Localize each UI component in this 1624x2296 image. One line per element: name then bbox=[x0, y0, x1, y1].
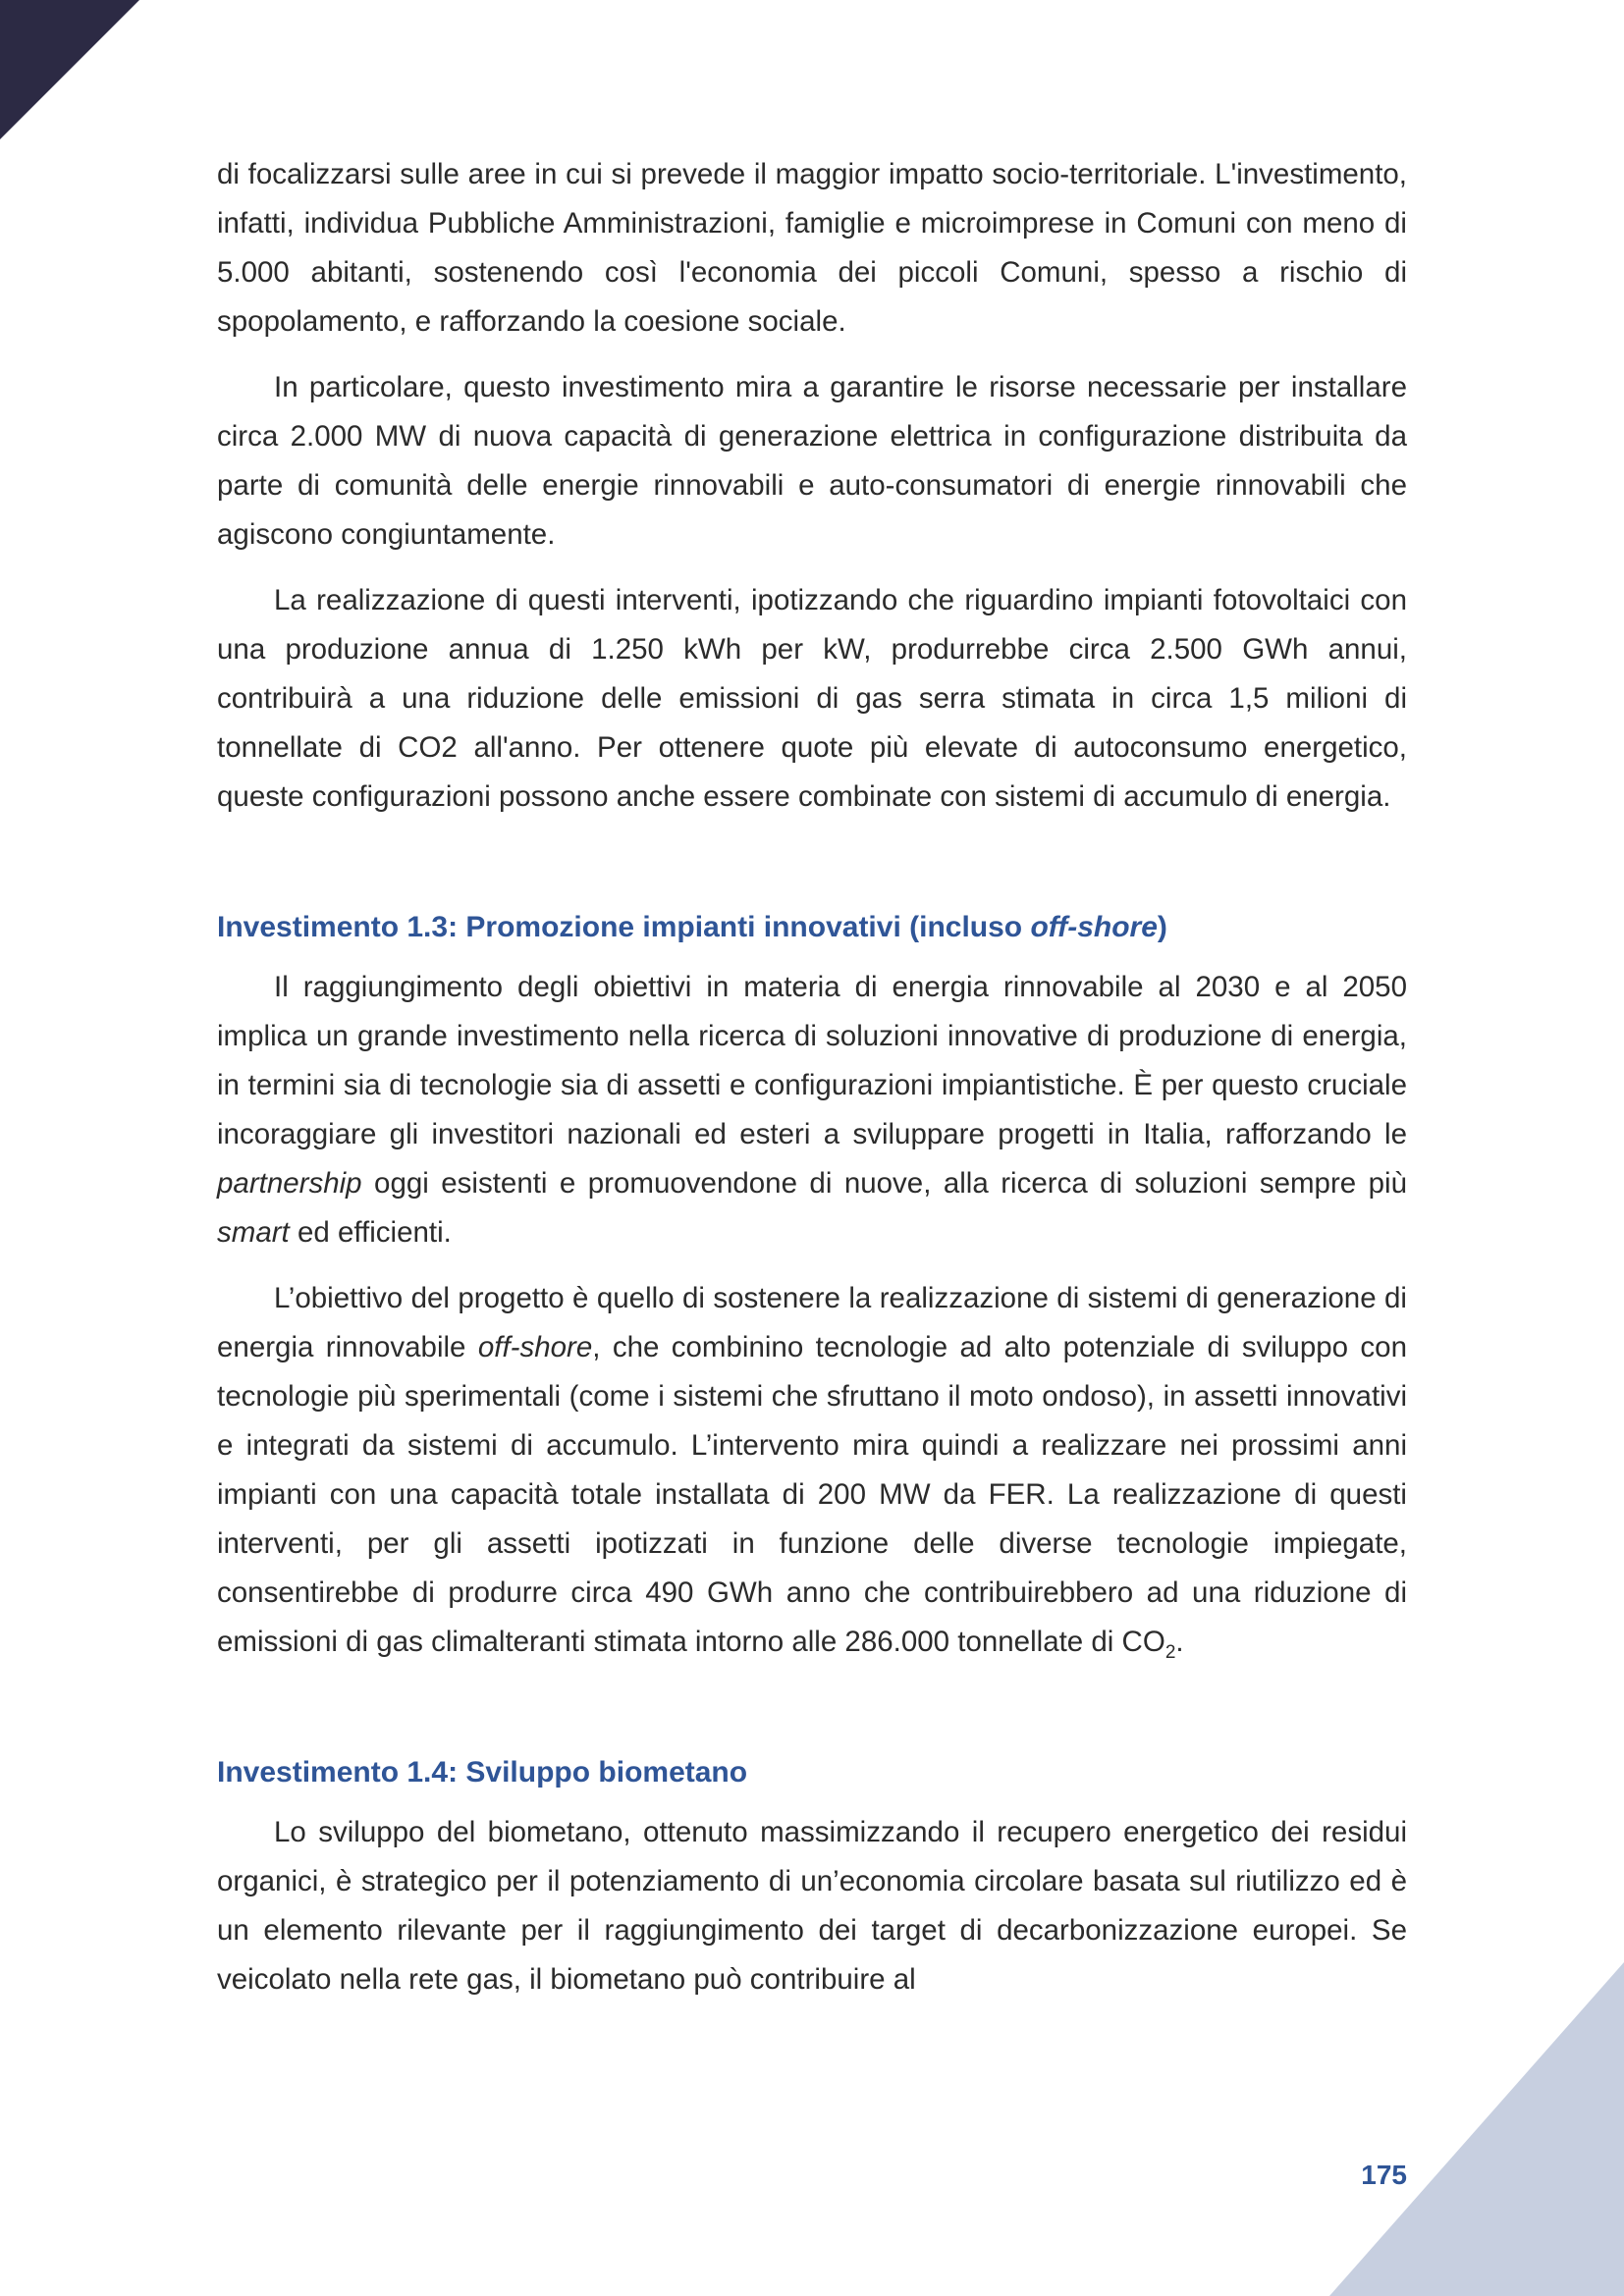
heading-italic-text: off-shore bbox=[1030, 911, 1158, 943]
text-run: oggi esistenti e promuovendone di nuove, alla ricerca di soluzioni sempre più bbox=[361, 1167, 1407, 1200]
text-run: . bbox=[1175, 1626, 1184, 1658]
paragraph-biomethane: Lo sviluppo del biometano, ottenuto massimizzando il recupero energetico dei residui organici, è strategico per il potenziamento di un’economia circolare basata sul riutilizzo ed è un elemento rilevante per il raggiungimento dei target di decarbonizzazione europei. Se veicolato nella rete gas, il biometano può contribuire al bbox=[217, 1816, 1407, 1996]
page-number: 175 bbox=[1361, 2160, 1407, 2190]
italic-term: off-shore bbox=[477, 1331, 593, 1363]
text-run: , che combinino tecnologie ad alto potenziale di sviluppo con tecnologie più sperimentali (come i sistemi che sfruttano il moto ondoso), in assetti innovativi e integrati da sistemi di accumulo. L’intervento mira quindi a realizzare nei prossimi anni impianti con una capacità totale installata di 200 MW da FER. La realizzazione di questi interventi, per gli assetti ipotizzati in funzione delle diverse tecnologie impiegate, consentirebbe di produrre circa 490 GWh anno che contribuirebbero ad una riduzione di emissioni di gas climalteranti stimata intorno alle 286.000 tonnellate di CO bbox=[217, 1331, 1407, 1658]
paragraph-emissions: La realizzazione di questi interventi, ipotizzando che riguardino impianti fotovoltaici con una produzione annua di 1.250 kWh per kW, produrrebbe circa 2.500 GWh annui, contribuirà a una riduzione delle emissioni di gas serra stimata in circa 1,5 milioni di tonnellate di CO2 all'anno. Per ottenere quote più elevate di autoconsumo energetico, queste configurazioni possono anche essere combinate con sistemi di accumulo di energia. bbox=[217, 584, 1407, 813]
paragraph-renewable-objectives bbox=[217, 963, 1407, 1257]
text-run: L’obiettivo del progetto è quello di sostenere la realizzazione di sistemi di generazione di energia rinnovabile bbox=[217, 1282, 1407, 1363]
corner-decoration-top-left bbox=[0, 0, 139, 139]
section-heading-investimento-1-4: Investimento 1.4: Sviluppo biometano bbox=[217, 1756, 748, 1789]
paragraph-intro-continuation: di focalizzarsi sulle aree in cui si prevede il maggior impatto socio-territoriale. L'investimento, infatti, individua Pubbliche Amministrazioni, famiglie e microimprese in Comuni con meno di 5.000 abitanti, sostenendo così l'economia dei piccoli Comuni, spesso a rischio di spopolamento, e rafforzando la coesione sociale. bbox=[217, 158, 1407, 338]
section-heading-investimento-1-3 bbox=[217, 908, 1407, 947]
document-body bbox=[217, 150, 1407, 2021]
text-run: ed efficienti. bbox=[289, 1216, 452, 1249]
subscript: 2 bbox=[1164, 1641, 1176, 1663]
heading-text-suffix: ) bbox=[1157, 911, 1167, 943]
italic-term: partnership bbox=[217, 1167, 362, 1200]
text-run: Il raggiungimento degli obiettivi in materia di energia rinnovabile al 2030 e al 2050 implica un grande investimento nella ricerca di soluzioni innovative di produzione di energia, in termini sia di tecnologie sia di assetti e configurazioni impiantistiche. È per questo cruciale incoraggiare gli investitori nazionali ed esteri a sviluppare progetti in Italia, rafforzando le bbox=[217, 971, 1407, 1150]
italic-term: smart bbox=[217, 1216, 290, 1249]
paragraph-capacity: In particolare, questo investimento mira a garantire le risorse necessarie per installare circa 2.000 MW di nuova capacità di generazione elettrica in configurazione distribuita da parte di comunità delle energie rinnovabili e auto-consumatori di energie rinnovabili che agiscono congiuntamente. bbox=[217, 371, 1407, 551]
heading-text: Investimento 1.3: Promozione impianti innovativi (incluso bbox=[217, 911, 1031, 943]
paragraph-offshore-project bbox=[217, 1274, 1407, 1667]
